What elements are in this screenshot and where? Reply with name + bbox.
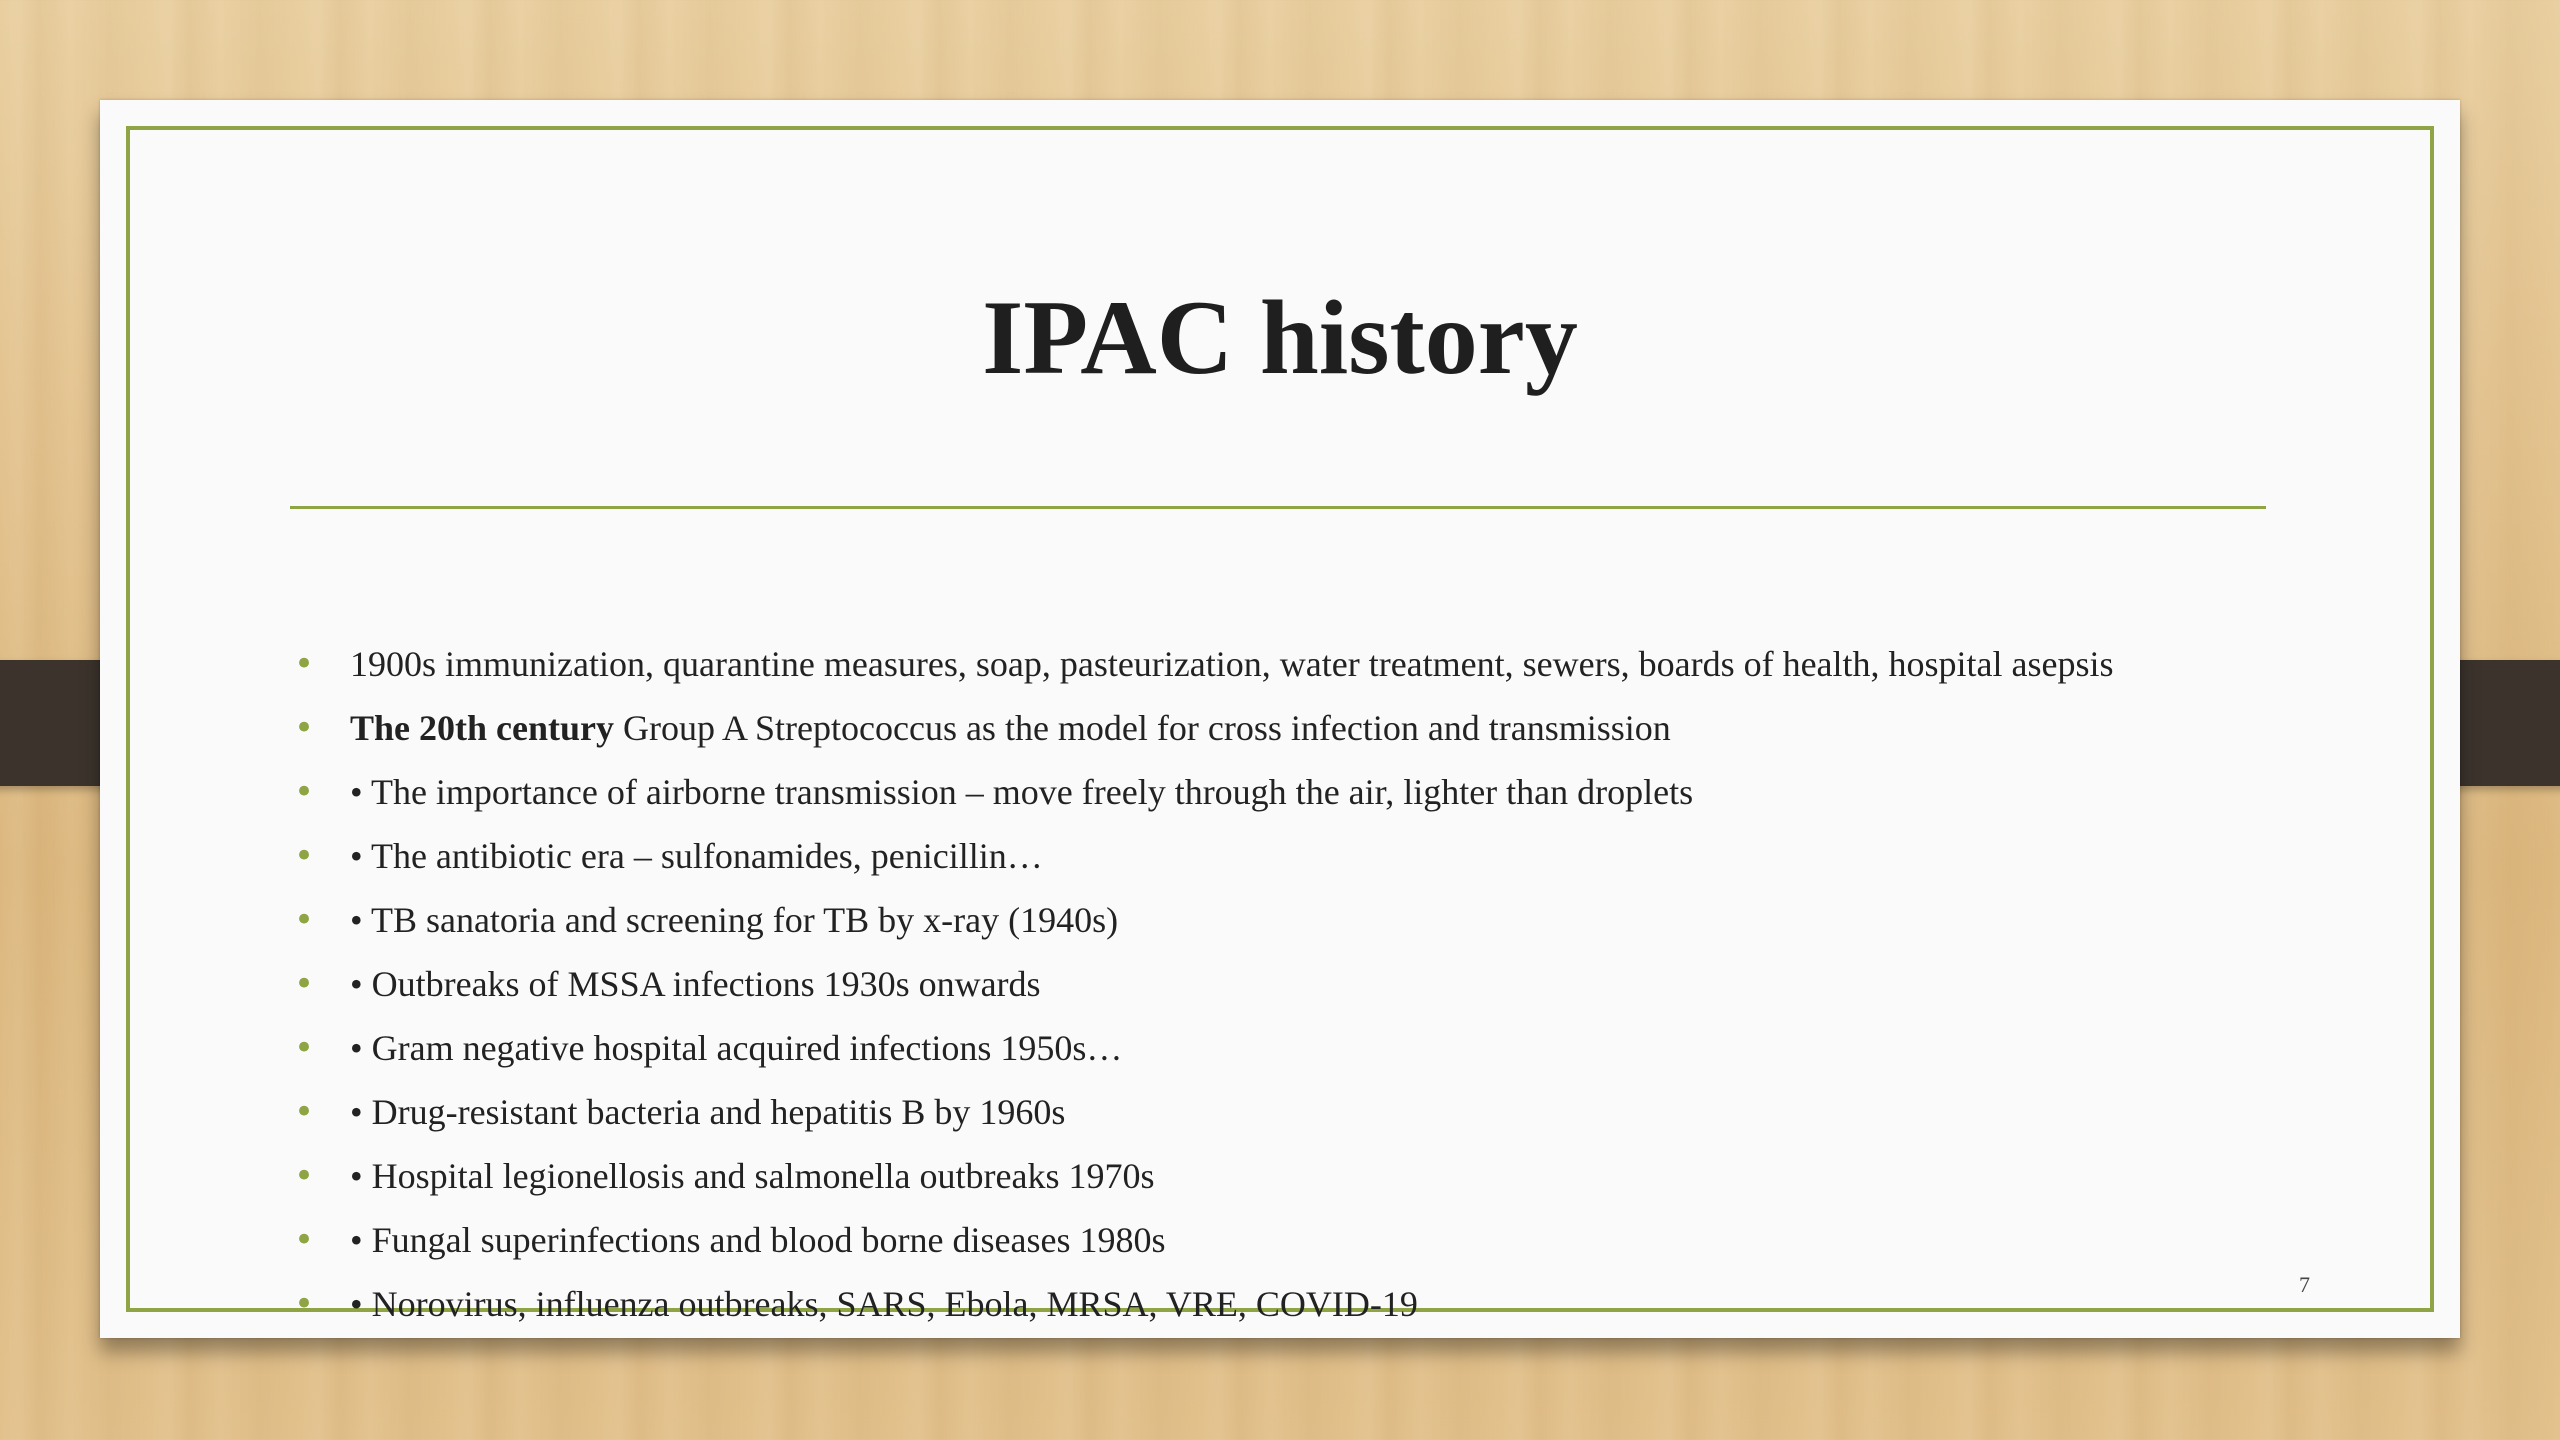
bullet-text: • Drug-resistant bacteria and hepatitis B by 1960s — [350, 1092, 1066, 1132]
bullet-text: • The importance of airborne transmission – move freely through the air, lighter than droplets — [350, 772, 1694, 812]
bullet-text: • The antibiotic era – sulfonamides, penicillin… — [350, 836, 1043, 876]
bullet-list — [290, 632, 2290, 1336]
bullet-dot-icon: • — [294, 964, 315, 1004]
bullet-item — [290, 1016, 2290, 1080]
bullet-item — [290, 696, 2290, 760]
bullet-item — [290, 1144, 2290, 1208]
bullet-dot-icon: • — [294, 1028, 315, 1068]
bullet-dot-icon: • — [294, 1156, 315, 1196]
bullet-text: • Fungal superinfections and blood borne diseases 1980s — [350, 1220, 1166, 1260]
bullet-item — [290, 1272, 2290, 1336]
bullet-text: Group A Streptococcus as the model for cross infection and transmission — [614, 708, 1671, 748]
bullet-item — [290, 1208, 2290, 1272]
bullet-item — [290, 632, 2290, 696]
title-divider — [290, 506, 2266, 509]
bullet-dot-icon: • — [294, 1284, 315, 1324]
bullet-dot-icon: • — [294, 1092, 315, 1132]
slide-title: IPAC history — [982, 279, 1578, 396]
bullet-item — [290, 760, 2290, 824]
slide — [100, 100, 2460, 1338]
bullet-dot-icon: • — [294, 836, 315, 876]
bullet-item — [290, 888, 2290, 952]
page-number: 7 — [2299, 1272, 2310, 1297]
bullet-dot-icon: • — [294, 1220, 315, 1260]
bullet-dot-icon: • — [294, 772, 315, 812]
bullet-text: • Gram negative hospital acquired infections 1950s… — [350, 1028, 1123, 1068]
bullet-text: • Hospital legionellosis and salmonella outbreaks 1970s — [350, 1156, 1155, 1196]
bullet-item — [290, 824, 2290, 888]
bullet-text: • Norovirus, influenza outbreaks, SARS, Ebola, MRSA, VRE, COVID-19 — [350, 1284, 1418, 1324]
bullet-text: • TB sanatoria and screening for TB by x-ray (1940s) — [350, 900, 1119, 940]
bullet-item — [290, 1080, 2290, 1144]
bullet-lead: The 20th century — [350, 708, 614, 748]
bullet-item — [290, 952, 2290, 1016]
bullet-dot-icon: • — [294, 900, 315, 940]
bullet-text: • Outbreaks of MSSA infections 1930s onwards — [350, 964, 1041, 1004]
bullet-dot-icon: • — [294, 708, 315, 748]
bullet-dot-icon: • — [294, 644, 315, 684]
bullet-text: 1900s immunization, quarantine measures, soap, pasteurization, water treatment, sewers, boards of health, hospital asepsis — [350, 644, 2114, 684]
